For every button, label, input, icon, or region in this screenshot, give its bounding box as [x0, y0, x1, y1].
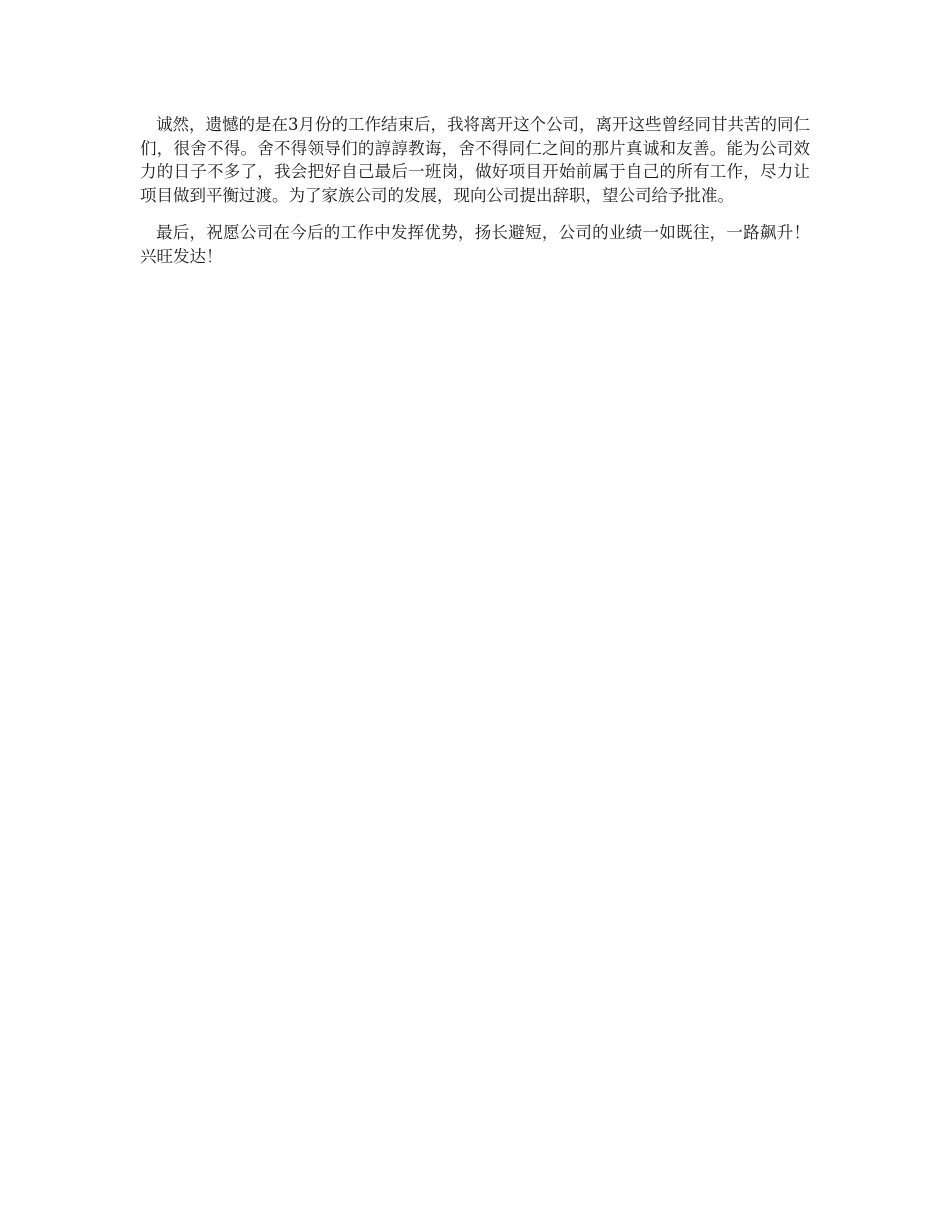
- document-body: [140, 113, 810, 282]
- paragraph-closing-wishes: 最后，祝愿公司在今后的工作中发挥优势，扬长避短，公司的业绩一如既往，一路飙升！兴旺发达！: [140, 223, 810, 266]
- paragraph-resignation: 诚然，遗憾的是在3月份的工作结束后，我将离开这个公司，离开这些曾经同甘共苦的同仁们，很舍不得。舍不得领导们的諄諄教诲，舍不得同仁之间的那片真诚和友善。能为公司效力的日子不多了，我会把好自己最后一班岗，做好项目开始前属于自己的所有工作，尽力让项目做到平衡过渡。为了家族公司的发展，现向公司提出辞职，望公司给予批准。: [140, 115, 810, 205]
